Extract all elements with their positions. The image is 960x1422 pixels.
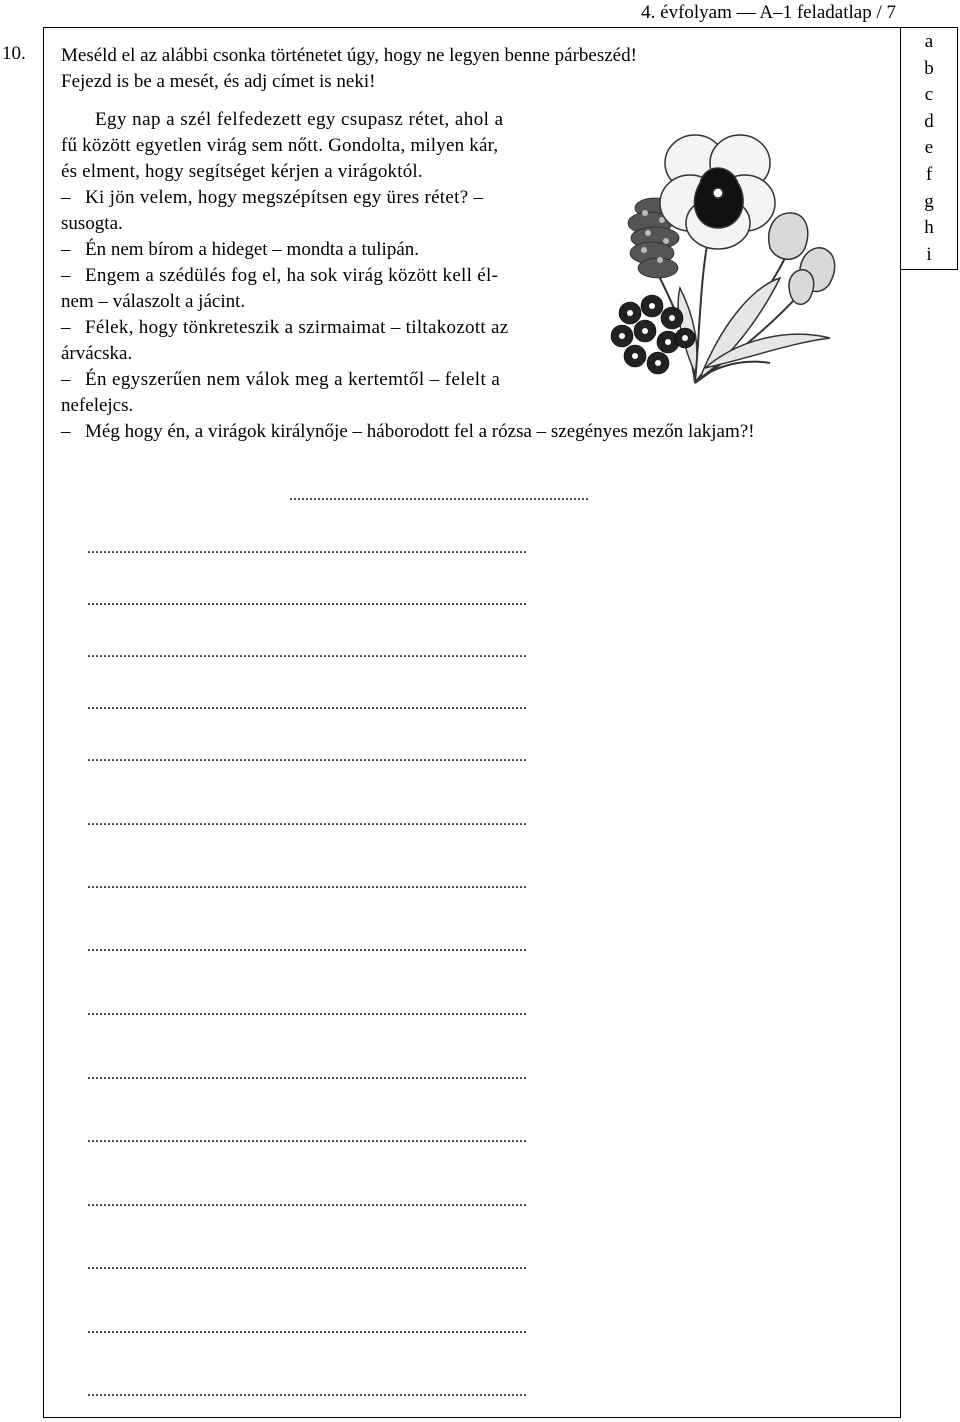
- flower-bouquet-icon: [600, 128, 852, 390]
- page-header: 4. évfolyam — A–1 feladatlap / 7: [641, 2, 896, 23]
- answer-line[interactable]: ..............................................................................................................: [87, 1066, 527, 1083]
- answer-line[interactable]: ..............................................................................................................: [87, 938, 527, 955]
- answer-line[interactable]: ..............................................................................................................: [87, 592, 527, 609]
- score-letter: i: [926, 243, 932, 265]
- story-line: Én egyszerűen nem válok meg a kertemtől – felelt a: [85, 369, 501, 390]
- score-letter: d: [924, 110, 934, 132]
- story-line: Én nem bírom a hideget – mondta a tulipán.: [85, 239, 420, 260]
- score-letters: [901, 27, 958, 270]
- story-line: susogta.: [61, 213, 123, 234]
- story-line: nefelejcs.: [61, 395, 134, 416]
- score-letter: f: [925, 163, 933, 185]
- answer-line[interactable]: ..............................................................................................................: [87, 1383, 527, 1400]
- answer-line[interactable]: ..............................................................................................................: [87, 696, 527, 713]
- story-line: Egy nap a szél felfedezett egy csupasz rétet, ahol a: [95, 109, 504, 130]
- title-answer-line[interactable]: ...........................................................................: [289, 487, 589, 504]
- answer-line[interactable]: ..............................................................................................................: [87, 540, 527, 557]
- story-line: nem – válaszolt a jácint.: [61, 291, 246, 312]
- answer-line[interactable]: ..............................................................................................................: [87, 812, 527, 829]
- story-line: árvácska.: [61, 343, 133, 364]
- answer-line[interactable]: ..............................................................................................................: [87, 748, 527, 765]
- answer-line[interactable]: ..............................................................................................................: [87, 1193, 527, 1210]
- task-instruction: [61, 43, 637, 95]
- instruction-line: Meséld el az alábbi csonka történetet úgy, hogy ne legyen benne párbeszéd!: [61, 45, 637, 66]
- dialogue-dash: –: [61, 369, 71, 390]
- answer-line[interactable]: ..............................................................................................................: [87, 1256, 527, 1273]
- answer-line[interactable]: ..............................................................................................................: [87, 1129, 527, 1146]
- answer-line[interactable]: ..............................................................................................................: [87, 1320, 527, 1337]
- dialogue-dash: –: [61, 187, 71, 208]
- story-line: Engem a szédülés fog el, ha sok virág között kell él-: [85, 265, 499, 286]
- score-letter: g: [924, 190, 934, 212]
- dialogue-dash: –: [61, 239, 71, 260]
- story-line: és elment, hogy segítséget kérjen a virágoktól.: [61, 161, 423, 182]
- score-letter: a: [924, 31, 934, 52]
- task-number: 10.: [2, 43, 26, 64]
- score-letter: e: [924, 137, 934, 159]
- story-line: Még hogy én, a virágok királynője – háborodott fel a rózsa – szegényes mezőn lakjam?!: [85, 421, 755, 442]
- story-line: fű között egyetlen virág sem nőtt. Gondolta, milyen kár,: [61, 135, 499, 156]
- score-letter: h: [924, 217, 934, 239]
- answer-line[interactable]: ..............................................................................................................: [87, 875, 527, 892]
- answer-line[interactable]: ..............................................................................................................: [87, 644, 527, 661]
- instruction-line: Fejezd is be a mesét, és adj címet is neki!: [61, 71, 376, 92]
- dialogue-dash: –: [61, 265, 71, 286]
- score-letter: c: [924, 84, 934, 106]
- story-line: Félek, hogy tönkreteszik a szirmaimat – tiltakozott az: [85, 317, 509, 338]
- dialogue-dash: –: [61, 421, 71, 442]
- story-line: Ki jön velem, hogy megszépítsen egy üres rétet? –: [85, 187, 484, 208]
- answer-line[interactable]: ..............................................................................................................: [87, 1002, 527, 1019]
- dialogue-dash: –: [61, 317, 71, 338]
- score-letter: b: [924, 57, 934, 79]
